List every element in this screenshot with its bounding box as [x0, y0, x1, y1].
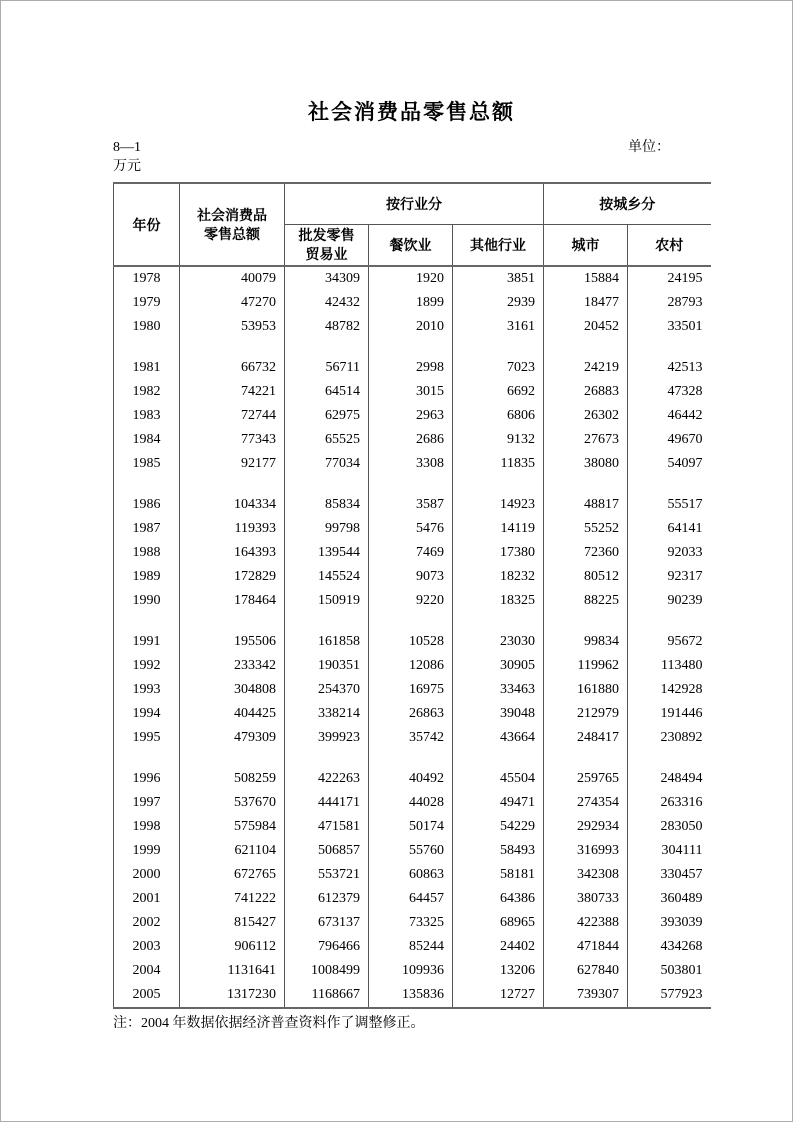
value-cell: 434268: [660, 939, 703, 954]
spacer-cell: [369, 750, 453, 767]
value-cell: 55760: [369, 839, 453, 863]
table-row: [114, 356, 711, 380]
value-cell: 47328: [667, 384, 703, 399]
value-cell: 259765: [544, 767, 628, 791]
value-cell: 48817: [544, 493, 628, 517]
year-cell: 1988: [114, 541, 180, 565]
spacer-cell: [369, 476, 453, 493]
value-cell: 577923: [660, 987, 703, 1002]
value-cell: 64386: [453, 887, 544, 911]
table-row: [114, 380, 711, 404]
value-cell: 12727: [453, 983, 544, 1008]
table-row: [114, 315, 711, 339]
value-cell: 741222: [180, 887, 285, 911]
group-header-region: 按城乡分: [544, 183, 711, 225]
value-cell: 72360: [544, 541, 628, 565]
value-cell: 2998: [369, 356, 453, 380]
table-row: [114, 863, 711, 887]
value-cell: 673137: [285, 911, 369, 935]
value-cell: 60863: [369, 863, 453, 887]
value-cell: 88225: [544, 589, 628, 613]
value-cell: 161858: [285, 630, 369, 654]
value-cell: 2010: [369, 315, 453, 339]
table-row: [114, 404, 711, 428]
value-cell: 10528: [369, 630, 453, 654]
table-row: [114, 678, 711, 702]
value-cell: 23030: [453, 630, 544, 654]
col-header-total-text: 社会消费品 零售总额: [197, 206, 267, 242]
value-cell: 92033: [667, 545, 703, 560]
value-cell: 16975: [369, 678, 453, 702]
unit-label: 单位：: [628, 140, 670, 155]
table-row: [114, 935, 711, 959]
table-row: [114, 428, 711, 452]
value-cell: 77034: [285, 452, 369, 476]
year-cell: 1989: [114, 565, 180, 589]
value-cell: 113480: [661, 658, 703, 673]
value-cell: 3587: [369, 493, 453, 517]
value-cell: 444171: [285, 791, 369, 815]
table-row: [114, 565, 711, 589]
year-cell: 1980: [114, 315, 180, 339]
value-cell: 54097: [667, 456, 703, 471]
value-cell: 6806: [453, 404, 544, 428]
year-cell: 1983: [114, 404, 180, 428]
value-cell: 342308: [544, 863, 628, 887]
value-cell: 360489: [660, 891, 703, 906]
year-cell: 1999: [114, 839, 180, 863]
value-cell: 422388: [544, 911, 628, 935]
value-cell: 62975: [285, 404, 369, 428]
value-cell: 338214: [285, 702, 369, 726]
spacer-cell: [544, 613, 628, 630]
value-cell: 3161: [453, 315, 544, 339]
table-row: [114, 726, 711, 750]
spacer-row: [114, 750, 711, 767]
spacer-cell: [285, 339, 369, 356]
spacer-cell: [369, 613, 453, 630]
value-cell: 7469: [369, 541, 453, 565]
value-cell: 45504: [453, 767, 544, 791]
value-cell: 26302: [544, 404, 628, 428]
value-cell: 14923: [453, 493, 544, 517]
spacer-cell: [628, 750, 711, 767]
value-cell: 92177: [180, 452, 285, 476]
table-row: [114, 654, 711, 678]
value-cell: 1168667: [285, 983, 369, 1008]
value-cell: 11835: [453, 452, 544, 476]
table-row: [114, 791, 711, 815]
value-cell: 42513: [667, 360, 703, 375]
value-cell: 66732: [180, 356, 285, 380]
value-cell: 55252: [544, 517, 628, 541]
spacer-cell: [180, 613, 285, 630]
table-number: 8—1: [113, 140, 141, 155]
table-row: [114, 767, 711, 791]
value-cell: 18232: [453, 565, 544, 589]
value-cell: 26883: [544, 380, 628, 404]
value-cell: 6692: [453, 380, 544, 404]
year-cell: 2001: [114, 887, 180, 911]
table-row: [114, 887, 711, 911]
table-row: [114, 493, 711, 517]
year-cell: 1979: [114, 291, 180, 315]
value-cell: 33463: [453, 678, 544, 702]
value-cell: 508259: [180, 767, 285, 791]
value-cell: 248417: [544, 726, 628, 750]
year-cell: 1993: [114, 678, 180, 702]
value-cell: 304111: [661, 843, 703, 858]
year-cell: 1978: [114, 266, 180, 291]
spacer-cell: [544, 750, 628, 767]
spacer-cell: [453, 339, 544, 356]
value-cell: 44028: [369, 791, 453, 815]
value-cell: 58181: [453, 863, 544, 887]
value-cell: 190351: [285, 654, 369, 678]
value-cell: 85244: [369, 935, 453, 959]
value-cell: 38080: [544, 452, 628, 476]
value-cell: 503801: [660, 963, 703, 978]
year-cell: 1982: [114, 380, 180, 404]
page-title: 社会消费品零售总额: [308, 101, 515, 124]
value-cell: 1131641: [180, 959, 285, 983]
value-cell: 274354: [544, 791, 628, 815]
value-cell: 77343: [180, 428, 285, 452]
value-cell: 422263: [285, 767, 369, 791]
spacer-row: [114, 339, 711, 356]
value-cell: 612379: [285, 887, 369, 911]
value-cell: 142928: [660, 682, 703, 697]
value-cell: 1317230: [180, 983, 285, 1008]
value-cell: 283050: [660, 819, 703, 834]
value-cell: 15884: [544, 266, 628, 291]
table-row: [114, 959, 711, 983]
value-cell: 40079: [180, 266, 285, 291]
value-cell: 33501: [667, 319, 703, 334]
value-cell: 109936: [369, 959, 453, 983]
col-header-other: 其他行业: [453, 225, 544, 267]
year-cell: 1991: [114, 630, 180, 654]
value-cell: 49471: [453, 791, 544, 815]
year-cell: 1995: [114, 726, 180, 750]
value-cell: 404425: [180, 702, 285, 726]
group-header-industry: 按行业分: [285, 183, 544, 225]
value-cell: 26863: [369, 702, 453, 726]
col-header-catering: 餐饮业: [369, 225, 453, 267]
value-cell: 230892: [660, 730, 703, 745]
value-cell: 150919: [285, 589, 369, 613]
retail-sales-table: [113, 182, 711, 1009]
table-row: [114, 911, 711, 935]
spacer-row: [114, 476, 711, 493]
value-cell: 3015: [369, 380, 453, 404]
value-cell: 178464: [180, 589, 285, 613]
table-row: [114, 452, 711, 476]
spacer-cell: [628, 613, 711, 630]
value-cell: 621104: [180, 839, 285, 863]
value-cell: 2686: [369, 428, 453, 452]
year-cell: 2005: [114, 983, 180, 1008]
value-cell: 47270: [180, 291, 285, 315]
value-cell: 161880: [544, 678, 628, 702]
value-cell: 119962: [544, 654, 628, 678]
value-cell: 54229: [453, 815, 544, 839]
spacer-cell: [628, 339, 711, 356]
table-row: [114, 839, 711, 863]
value-cell: 39048: [453, 702, 544, 726]
year-cell: 1998: [114, 815, 180, 839]
value-cell: 393039: [660, 915, 703, 930]
value-cell: 399923: [285, 726, 369, 750]
value-cell: 2963: [369, 404, 453, 428]
value-cell: 24219: [544, 356, 628, 380]
table-row: [114, 517, 711, 541]
spacer-cell: [544, 339, 628, 356]
year-cell: 1996: [114, 767, 180, 791]
table-row: [114, 702, 711, 726]
spacer-cell: [114, 613, 180, 630]
value-cell: 553721: [285, 863, 369, 887]
spacer-cell: [180, 476, 285, 493]
table-row: [114, 983, 711, 1008]
value-cell: 906112: [180, 935, 285, 959]
col-header-rural: 农村: [655, 237, 684, 253]
table-row: [114, 815, 711, 839]
value-cell: 55517: [667, 497, 703, 512]
value-cell: 64457: [369, 887, 453, 911]
value-cell: 9132: [453, 428, 544, 452]
value-cell: 43664: [453, 726, 544, 750]
col-header-wholesale: [285, 225, 369, 267]
value-cell: 672765: [180, 863, 285, 887]
value-cell: 18477: [544, 291, 628, 315]
value-cell: 99798: [285, 517, 369, 541]
value-cell: 9220: [369, 589, 453, 613]
meta-row: [113, 140, 710, 156]
spacer-cell: [453, 750, 544, 767]
spacer-cell: [114, 750, 180, 767]
value-cell: 34309: [285, 266, 369, 291]
value-cell: 5476: [369, 517, 453, 541]
value-cell: 3851: [453, 266, 544, 291]
spacer-cell: [453, 476, 544, 493]
table-row: [114, 291, 711, 315]
year-cell: 2004: [114, 959, 180, 983]
value-cell: 164393: [180, 541, 285, 565]
footnote: 注：2004 年数据依据经济普查资料作了调整修正。: [113, 1016, 425, 1031]
value-cell: 104334: [180, 493, 285, 517]
spacer-cell: [369, 339, 453, 356]
col-header-city: 城市: [544, 225, 628, 267]
value-cell: 20452: [544, 315, 628, 339]
spacer-cell: [114, 339, 180, 356]
year-cell: 1994: [114, 702, 180, 726]
value-cell: 27673: [544, 428, 628, 452]
spacer-cell: [114, 476, 180, 493]
value-cell: 627840: [544, 959, 628, 983]
spacer-cell: [285, 613, 369, 630]
year-cell: 1990: [114, 589, 180, 613]
value-cell: 172829: [180, 565, 285, 589]
year-cell: 1984: [114, 428, 180, 452]
value-cell: 3308: [369, 452, 453, 476]
header-group-row: [114, 183, 711, 225]
value-cell: 739307: [544, 983, 628, 1008]
value-cell: 139544: [285, 541, 369, 565]
value-cell: 99834: [544, 630, 628, 654]
value-cell: 50174: [369, 815, 453, 839]
value-cell: 135836: [369, 983, 453, 1008]
page-content: [113, 1, 710, 1033]
value-cell: 80512: [544, 565, 628, 589]
table-row: [114, 541, 711, 565]
value-cell: 233342: [180, 654, 285, 678]
unit-value: 万元: [113, 159, 141, 174]
year-cell: 2003: [114, 935, 180, 959]
value-cell: 815427: [180, 911, 285, 935]
value-cell: 49670: [667, 432, 703, 447]
spacer-cell: [180, 339, 285, 356]
value-cell: 17380: [453, 541, 544, 565]
value-cell: 1899: [369, 291, 453, 315]
spacer-cell: [628, 476, 711, 493]
value-cell: 65525: [285, 428, 369, 452]
year-cell: 2002: [114, 911, 180, 935]
value-cell: 119393: [180, 517, 285, 541]
value-cell: 72744: [180, 404, 285, 428]
value-cell: 85834: [285, 493, 369, 517]
year-cell: 1987: [114, 517, 180, 541]
spacer-cell: [285, 750, 369, 767]
value-cell: 24195: [628, 266, 711, 291]
value-cell: 92317: [667, 569, 703, 584]
value-cell: 263316: [660, 795, 703, 810]
table-body: [114, 266, 711, 1008]
value-cell: 40492: [369, 767, 453, 791]
value-cell: 506857: [285, 839, 369, 863]
table-header: [114, 183, 711, 266]
spacer-cell: [453, 613, 544, 630]
value-cell: 195506: [180, 630, 285, 654]
col-header-wholesale-text: 批发零售 贸易业: [298, 227, 355, 262]
value-cell: 316993: [544, 839, 628, 863]
value-cell: 537670: [180, 791, 285, 815]
value-cell: 575984: [180, 815, 285, 839]
spacer-cell: [544, 476, 628, 493]
value-cell: 1008499: [285, 959, 369, 983]
spacer-cell: [285, 476, 369, 493]
value-cell: 796466: [285, 935, 369, 959]
year-cell: 1981: [114, 356, 180, 380]
year-cell: 2000: [114, 863, 180, 887]
value-cell: 471581: [285, 815, 369, 839]
spacer-cell: [180, 750, 285, 767]
value-cell: 12086: [369, 654, 453, 678]
value-cell: 68965: [453, 911, 544, 935]
value-cell: 7023: [453, 356, 544, 380]
table-row: [114, 266, 711, 291]
value-cell: 145524: [285, 565, 369, 589]
value-cell: 48782: [285, 315, 369, 339]
value-cell: 30905: [453, 654, 544, 678]
value-cell: 254370: [285, 678, 369, 702]
year-cell: 1986: [114, 493, 180, 517]
value-cell: 2939: [453, 291, 544, 315]
value-cell: 64141: [667, 521, 703, 536]
value-cell: 58493: [453, 839, 544, 863]
value-cell: 1920: [369, 266, 453, 291]
value-cell: 74221: [180, 380, 285, 404]
spacer-row: [114, 613, 711, 630]
year-cell: 1997: [114, 791, 180, 815]
value-cell: 73325: [369, 911, 453, 935]
year-cell: 1985: [114, 452, 180, 476]
value-cell: 479309: [180, 726, 285, 750]
year-cell: 1992: [114, 654, 180, 678]
value-cell: 471844: [544, 935, 628, 959]
value-cell: 18325: [453, 589, 544, 613]
value-cell: 248494: [660, 771, 703, 786]
value-cell: 90239: [667, 593, 703, 608]
value-cell: 191446: [660, 706, 703, 721]
value-cell: 380733: [544, 887, 628, 911]
value-cell: 330457: [660, 867, 703, 882]
table-row: [114, 630, 711, 654]
value-cell: 28793: [667, 295, 703, 310]
value-cell: 46442: [667, 408, 703, 423]
value-cell: 42432: [285, 291, 369, 315]
value-cell: 24402: [453, 935, 544, 959]
value-cell: 13206: [453, 959, 544, 983]
value-cell: 292934: [544, 815, 628, 839]
col-header-total: [180, 183, 285, 266]
value-cell: 53953: [180, 315, 285, 339]
table-row: [114, 589, 711, 613]
value-cell: 56711: [285, 356, 369, 380]
value-cell: 304808: [180, 678, 285, 702]
value-cell: 64514: [285, 380, 369, 404]
value-cell: 14119: [453, 517, 544, 541]
value-cell: 95672: [667, 634, 703, 649]
value-cell: 9073: [369, 565, 453, 589]
value-cell: 212979: [544, 702, 628, 726]
value-cell: 35742: [369, 726, 453, 750]
col-header-year: 年份: [114, 183, 180, 266]
